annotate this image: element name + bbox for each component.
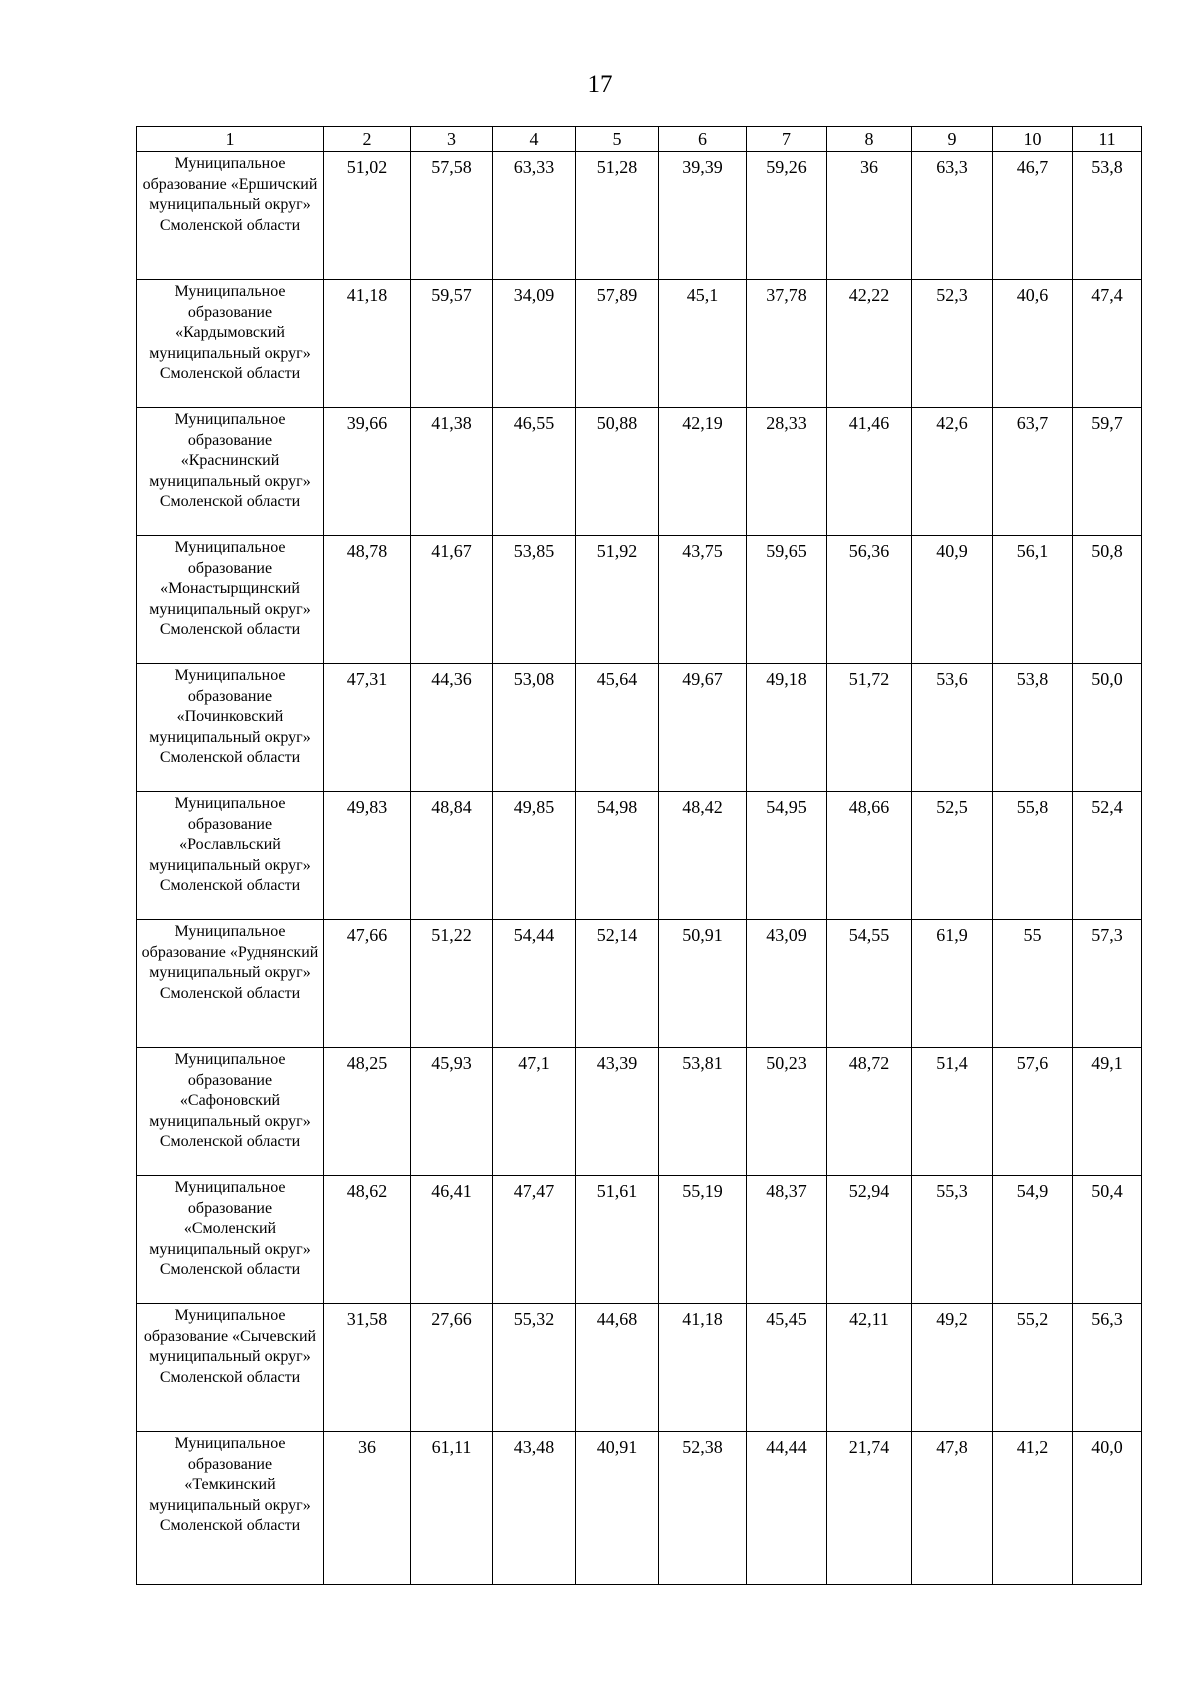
value-cell: 63,7 [993, 408, 1073, 536]
value-cell: 40,0 [1073, 1432, 1142, 1585]
value-cell: 52,5 [912, 792, 993, 920]
column-header: 4 [493, 127, 576, 152]
value-cell: 49,67 [659, 664, 747, 792]
value-cell: 46,41 [411, 1176, 493, 1304]
value-cell: 54,95 [747, 792, 827, 920]
value-cell: 49,18 [747, 664, 827, 792]
value-cell: 45,64 [576, 664, 659, 792]
value-cell: 50,91 [659, 920, 747, 1048]
municipality-name-cell: Муниципальное образование «Рославльский муниципальный округ» Смоленской области [137, 792, 324, 920]
table-row [137, 1048, 1142, 1176]
value-cell: 51,02 [324, 152, 411, 280]
value-cell: 55,2 [993, 1304, 1073, 1432]
value-cell: 56,3 [1073, 1304, 1142, 1432]
value-cell: 48,84 [411, 792, 493, 920]
value-cell: 41,46 [827, 408, 912, 536]
value-cell: 57,6 [993, 1048, 1073, 1176]
value-cell: 52,94 [827, 1176, 912, 1304]
value-cell: 52,4 [1073, 792, 1142, 920]
municipality-name-cell: Муниципальное образование «Руднянский муниципальный округ» Смоленской области [137, 920, 324, 1048]
value-cell: 49,83 [324, 792, 411, 920]
value-cell: 47,66 [324, 920, 411, 1048]
value-cell: 46,7 [993, 152, 1073, 280]
value-cell: 61,9 [912, 920, 993, 1048]
table-row [137, 1432, 1142, 1585]
value-cell: 45,93 [411, 1048, 493, 1176]
value-cell: 31,58 [324, 1304, 411, 1432]
value-cell: 47,31 [324, 664, 411, 792]
value-cell: 49,85 [493, 792, 576, 920]
value-cell: 51,92 [576, 536, 659, 664]
value-cell: 42,11 [827, 1304, 912, 1432]
value-cell: 48,66 [827, 792, 912, 920]
value-cell: 47,1 [493, 1048, 576, 1176]
table-row [137, 792, 1142, 920]
value-cell: 44,36 [411, 664, 493, 792]
value-cell: 52,38 [659, 1432, 747, 1585]
value-cell: 51,22 [411, 920, 493, 1048]
value-cell: 53,8 [993, 664, 1073, 792]
value-cell: 42,6 [912, 408, 993, 536]
value-cell: 41,2 [993, 1432, 1073, 1585]
value-cell: 48,62 [324, 1176, 411, 1304]
value-cell: 28,33 [747, 408, 827, 536]
value-cell: 43,09 [747, 920, 827, 1048]
value-cell: 63,3 [912, 152, 993, 280]
value-cell: 56,36 [827, 536, 912, 664]
value-cell: 47,4 [1073, 280, 1142, 408]
data-table [136, 126, 1142, 1585]
value-cell: 49,1 [1073, 1048, 1142, 1176]
value-cell: 42,22 [827, 280, 912, 408]
value-cell: 21,74 [827, 1432, 912, 1585]
value-cell: 53,85 [493, 536, 576, 664]
value-cell: 55,3 [912, 1176, 993, 1304]
value-cell: 41,18 [324, 280, 411, 408]
value-cell: 44,68 [576, 1304, 659, 1432]
value-cell: 57,3 [1073, 920, 1142, 1048]
value-cell: 59,65 [747, 536, 827, 664]
value-cell: 55,32 [493, 1304, 576, 1432]
municipality-name-cell: Муниципальное образование «Краснинский муниципальный округ» Смоленской области [137, 408, 324, 536]
municipality-name-cell: Муниципальное образование «Смоленский муниципальный округ» Смоленской области [137, 1176, 324, 1304]
table-row [137, 1176, 1142, 1304]
municipality-name-cell: Муниципальное образование «Ершичский муниципальный округ» Смоленской области [137, 152, 324, 280]
municipality-name-cell: Муниципальное образование «Починковский муниципальный округ» Смоленской области [137, 664, 324, 792]
value-cell: 47,8 [912, 1432, 993, 1585]
column-header: 1 [137, 127, 324, 152]
value-cell: 53,8 [1073, 152, 1142, 280]
value-cell: 49,2 [912, 1304, 993, 1432]
value-cell: 27,66 [411, 1304, 493, 1432]
value-cell: 47,47 [493, 1176, 576, 1304]
value-cell: 54,98 [576, 792, 659, 920]
value-cell: 52,14 [576, 920, 659, 1048]
table-row [137, 152, 1142, 280]
value-cell: 41,38 [411, 408, 493, 536]
table-row [137, 536, 1142, 664]
value-cell: 40,6 [993, 280, 1073, 408]
header-row [137, 127, 1142, 152]
value-cell: 45,45 [747, 1304, 827, 1432]
table-row [137, 408, 1142, 536]
value-cell: 57,89 [576, 280, 659, 408]
value-cell: 50,8 [1073, 536, 1142, 664]
value-cell: 55,19 [659, 1176, 747, 1304]
table-row [137, 920, 1142, 1048]
value-cell: 39,39 [659, 152, 747, 280]
column-header: 11 [1073, 127, 1142, 152]
value-cell: 41,18 [659, 1304, 747, 1432]
municipality-name-cell: Муниципальное образование «Темкинский муниципальный округ» Смоленской области [137, 1432, 324, 1585]
value-cell: 43,75 [659, 536, 747, 664]
value-cell: 36 [324, 1432, 411, 1585]
value-cell: 51,72 [827, 664, 912, 792]
value-cell: 59,26 [747, 152, 827, 280]
value-cell: 50,0 [1073, 664, 1142, 792]
value-cell: 51,28 [576, 152, 659, 280]
page-number: 17 [587, 71, 613, 98]
table-body [137, 152, 1142, 1585]
value-cell: 48,37 [747, 1176, 827, 1304]
value-cell: 57,58 [411, 152, 493, 280]
value-cell: 43,48 [493, 1432, 576, 1585]
value-cell: 50,4 [1073, 1176, 1142, 1304]
column-header: 8 [827, 127, 912, 152]
value-cell: 53,81 [659, 1048, 747, 1176]
value-cell: 59,57 [411, 280, 493, 408]
value-cell: 46,55 [493, 408, 576, 536]
value-cell: 54,9 [993, 1176, 1073, 1304]
value-cell: 48,42 [659, 792, 747, 920]
value-cell: 55 [993, 920, 1073, 1048]
value-cell: 50,23 [747, 1048, 827, 1176]
value-cell: 52,3 [912, 280, 993, 408]
value-cell: 40,91 [576, 1432, 659, 1585]
value-cell: 63,33 [493, 152, 576, 280]
value-cell: 34,09 [493, 280, 576, 408]
value-cell: 37,78 [747, 280, 827, 408]
municipality-name-cell: Муниципальное образование «Кардымовский муниципальный округ» Смоленской области [137, 280, 324, 408]
column-header: 7 [747, 127, 827, 152]
column-header: 3 [411, 127, 493, 152]
column-header: 9 [912, 127, 993, 152]
table-row [137, 280, 1142, 408]
value-cell: 48,72 [827, 1048, 912, 1176]
value-cell: 36 [827, 152, 912, 280]
column-header: 5 [576, 127, 659, 152]
municipality-name-cell: Муниципальное образование «Сафоновский муниципальный округ» Смоленской области [137, 1048, 324, 1176]
municipality-name-cell: Муниципальное образование «Сычевский муниципальный округ» Смоленской области [137, 1304, 324, 1432]
value-cell: 43,39 [576, 1048, 659, 1176]
value-cell: 40,9 [912, 536, 993, 664]
value-cell: 48,25 [324, 1048, 411, 1176]
value-cell: 59,7 [1073, 408, 1142, 536]
value-cell: 53,6 [912, 664, 993, 792]
column-header: 2 [324, 127, 411, 152]
value-cell: 56,1 [993, 536, 1073, 664]
value-cell: 53,08 [493, 664, 576, 792]
table-row [137, 1304, 1142, 1432]
table-row [137, 664, 1142, 792]
value-cell: 51,61 [576, 1176, 659, 1304]
value-cell: 51,4 [912, 1048, 993, 1176]
value-cell: 48,78 [324, 536, 411, 664]
column-header: 6 [659, 127, 747, 152]
value-cell: 61,11 [411, 1432, 493, 1585]
value-cell: 54,44 [493, 920, 576, 1048]
value-cell: 55,8 [993, 792, 1073, 920]
value-cell: 54,55 [827, 920, 912, 1048]
value-cell: 44,44 [747, 1432, 827, 1585]
value-cell: 45,1 [659, 280, 747, 408]
value-cell: 41,67 [411, 536, 493, 664]
value-cell: 50,88 [576, 408, 659, 536]
value-cell: 39,66 [324, 408, 411, 536]
value-cell: 42,19 [659, 408, 747, 536]
municipality-name-cell: Муниципальное образование «Монастырщинский муниципальный округ» Смоленской области [137, 536, 324, 664]
column-header: 10 [993, 127, 1073, 152]
